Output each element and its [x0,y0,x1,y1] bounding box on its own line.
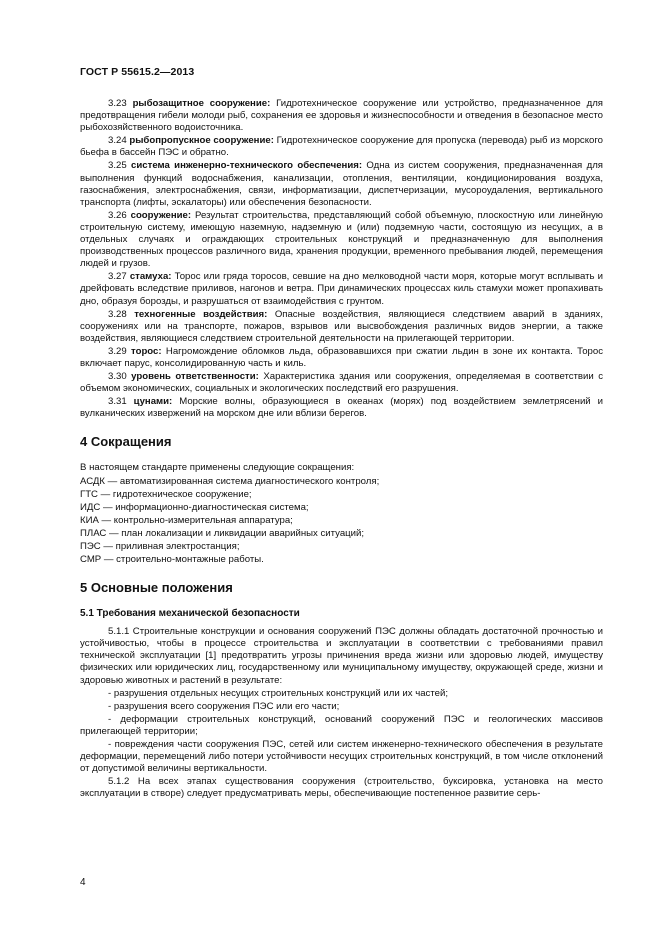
terms-list [80,98,603,420]
abbreviation-item: ГТС — гидротехническое сооружение; [80,488,252,500]
list-item: - разрушения всего сооружения ПЭС или его части; [108,700,340,712]
abbreviation-item: КИА — контрольно-измерительная аппаратура; [80,514,293,526]
abbreviations-list [80,462,603,566]
abbreviation-item: ПЭС — приливная электростанция; [80,541,240,552]
paragraph-5-1-2: 5.1.2 На всех этапах существования сооружения (строительство, буксировка, установка на место эксплуатации в створе) следует предусматривать меры, обеспечивающие постепенное развитие серь- [80,776,603,800]
term-3-27: 3.27 стамуха: Торос или гряда торосов, севшие на дно мелководной части моря, которые могут всплывать и дрейфовать вследствие приливов, нагонов и ветра. При динамических процессах киль стамухи может пропахивать дно, образуя борозды, и разрушаться от взаимодействия с грунтом. [80,271,604,307]
abbreviation-item: СМР — строительно-монтажные работы. [80,554,264,566]
term-3-23: 3.23 рыбозащитное сооружение: Гидротехническое сооружение или устройство, предназначенное для предотвращения гибели молоди рыб, сохранения ее здоровья и жизнеспособности и отведения в безопасное место рыбохозяйственного водоисточника. [80,98,603,134]
abbreviation-item: АСДК — автоматизированная система диагностического контроля; [80,475,380,487]
section-5-heading: 5 Основные положения [80,580,233,596]
abbreviations-intro: В настоящем стандарте применены следующие сокращения: [80,462,355,474]
term-3-25: 3.25 система инженерно-технического обеспечения: Одна из систем сооружения, предназначенная для выполнения функций водоснабжения, канализации, отопления, вентиляции, кондиционирования воздуха, газоснабжения, электроснабжения, связи, информатизации, диспетчеризации, мусороудаления, вертикального транспорта (лифты, эскалаторы) или обеспечения безопасности. [80,160,603,208]
term-3-31: 3.31 цунами: Морские волны, образующиеся в океанах (морях) под воздействием землетрясений и вулканических извержений на морском дне или вблизи берегов. [80,396,604,420]
term-3-30: 3.30 уровень ответственности: Характеристика здания или сооружения, определяемая в соответствии с объемом экономических, социальных и экологических последствий его разрушения. [80,371,604,395]
term-3-26: 3.26 сооружение: Результат строительства, представляющий собой объемную, плоскостную или линейную строительную систему, имеющую наземную, надземную и (или) подземную части, состоящую из несущих, а в отдельных случаях и ограждающих строительных конструкций и предназначенную для выполнения производственных процессов различного вида, хранения продукции, временного пребывания людей, перемещения людей и грузов. [80,209,604,270]
document-header: ГОСТ Р 55615.2—2013 [80,66,195,78]
abbreviation-item: ИДС — информационно-диагностическая система; [80,501,309,513]
paragraph-5-1-1: 5.1.1 Строительные конструкции и основания сооружений ПЭС должны обладать достаточной прочностью и устойчивостью, чтобы в процессе строительства и эксплуатации в соответствии с требованиями правил технической эксплуатации [1] предотвратить угрозы причинения вреда жизни или здоровью людей, имуществу физических или юридических лиц, государственному или муниципальному имуществу, окружающей среде, жизни и здоровью животных и растений в результате: [80,626,603,686]
term-3-24: 3.24 рыбопропускное сооружение: Гидротехническое сооружение для пропуска (перевода) рыб из морского бьефа в бассейн ПЭС и обратно. [80,135,603,159]
list-item: - деформации строительных конструкций, оснований сооружений ПЭС и геологических массивов прилегающей территории; [80,713,603,737]
term-3-28: 3.28 техногенные воздействия: Опасные воздействия, являющиеся следствием аварий в зданиях, сооружениях или на транспорте, пожаров, взрывов или высвобождения различных видов энергии, а также воздействия, являющиеся следствием строительной деятельности на прилегающей территории. [80,308,603,344]
abbreviation-item: ПЛАС — план локализации и ликвидации аварийных ситуаций; [80,527,365,539]
list-item: - разрушения отдельных несущих строительных конструкций или их частей; [108,687,448,699]
section-4-heading: 4 Сокращения [80,434,172,450]
subsection-5-1-heading: 5.1 Требования механической безопасности [80,608,300,620]
page-number: 4 [80,877,86,888]
term-3-29: 3.29 торос: Нагромождение обломков льда, образовавшихся при сжатии льдин в зоне их контакта. Торос включает парус, консолидированную часть и киль. [80,345,604,369]
list-item: - повреждения части сооружения ПЭС, сетей или систем инженерно-технического обеспечения в результате деформации, перемещений либо потери устойчивости несущих строительных конструкций, в том числе отклонений от допустимой величины вертикальности. [80,739,603,775]
